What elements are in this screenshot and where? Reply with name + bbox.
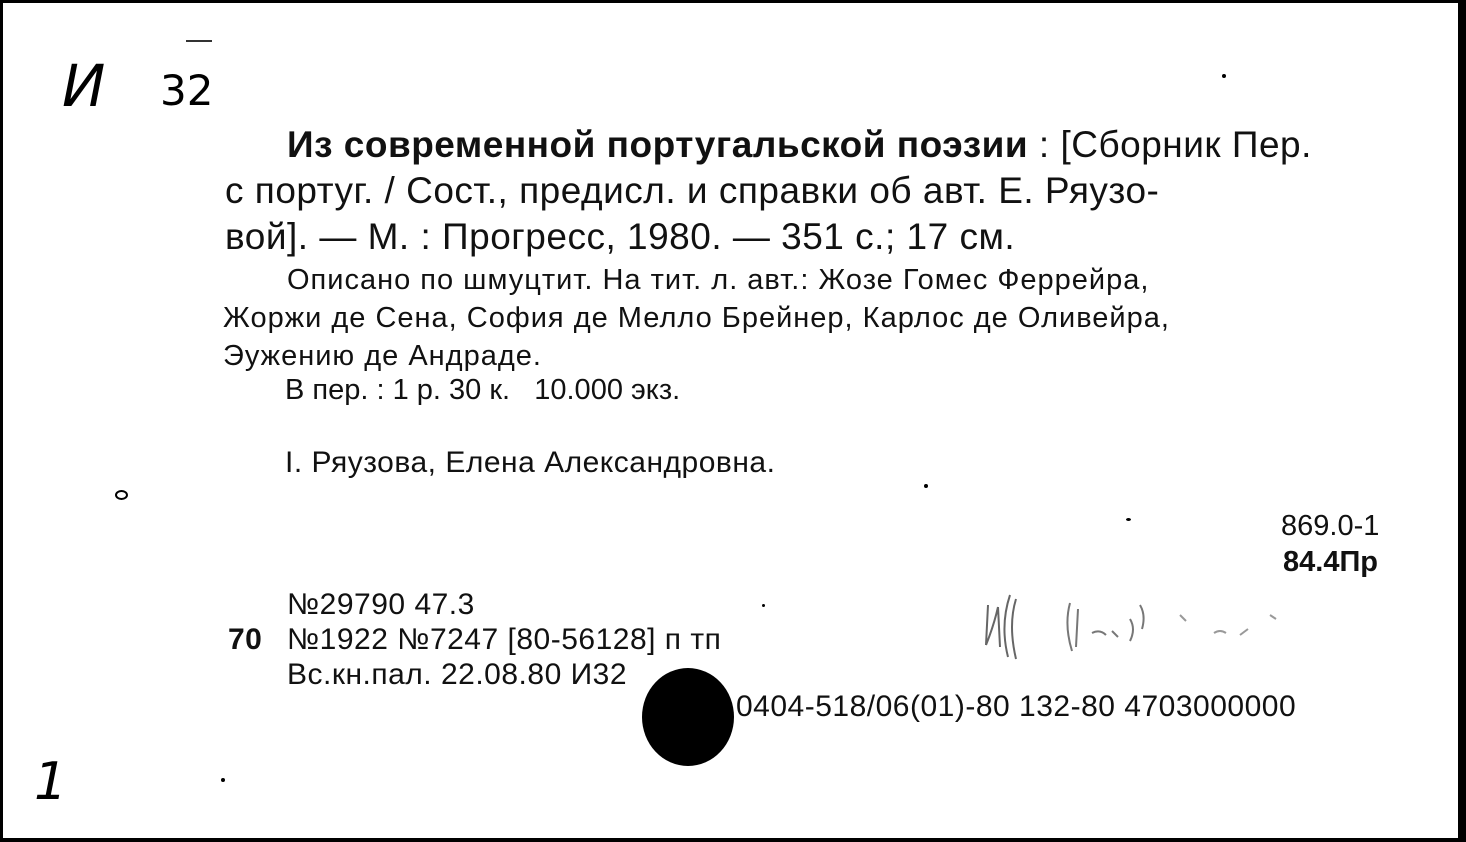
handwritten-mark: 1	[34, 752, 68, 812]
speck	[762, 604, 765, 607]
reg-prefix: 70	[228, 623, 263, 656]
handwritten-index: И	[62, 52, 108, 120]
class-code-2: 84.4Пр	[1283, 546, 1379, 578]
note-line-1: Описано по шмуцтит. На тит. л. авт.: Жозе Гомес Феррейра,	[287, 264, 1150, 296]
note-line-3: Эужению де Андраде.	[223, 340, 542, 372]
title-line-1	[287, 124, 1312, 166]
overline-mark	[186, 40, 212, 42]
speck	[1126, 518, 1131, 521]
scan-edge-bottom	[0, 838, 1466, 842]
title-line-3: вой]. — М. : Прогресс, 1980. — 351 с.; 17 см.	[225, 216, 1016, 257]
scan-edge-top	[0, 0, 1466, 3]
card-number: 32	[160, 66, 214, 115]
reg-line-2: №1922 №7247 [80-56128] п тп	[287, 623, 722, 656]
speck	[221, 778, 225, 782]
reg-line-1: №29790 47.3	[287, 588, 475, 621]
reg-line-4: 0404-518/06(01)-80 132-80 4703000000	[736, 690, 1297, 723]
title-line-2: с португ. / Сост., предисл. и справки об авт. Е. Ряузо-	[225, 170, 1160, 211]
author-entry: I. Ряузова, Елена Александровна.	[285, 446, 776, 479]
price-line: В пер. : 1 р. 30 к. 10.000 экз.	[285, 374, 681, 406]
signature-scribble	[980, 585, 1300, 665]
class-code-1: 869.0-1	[1281, 510, 1380, 542]
speck	[1222, 74, 1226, 78]
reg-line-3: Вс.кн.пал. 22.08.80 И32	[287, 658, 628, 691]
title-rest: : [Сборник Пер.	[1028, 124, 1312, 165]
speck-ring	[115, 490, 128, 500]
title-bold: Из современной португальской поэзии	[287, 124, 1029, 165]
speck	[924, 484, 928, 488]
note-line-2: Жоржи де Сена, София де Мелло Брейнер, Карлос де Оливейра,	[223, 302, 1170, 334]
punch-hole	[642, 668, 734, 766]
scan-edge-left	[0, 0, 3, 842]
scan-edge-right	[1458, 0, 1466, 842]
